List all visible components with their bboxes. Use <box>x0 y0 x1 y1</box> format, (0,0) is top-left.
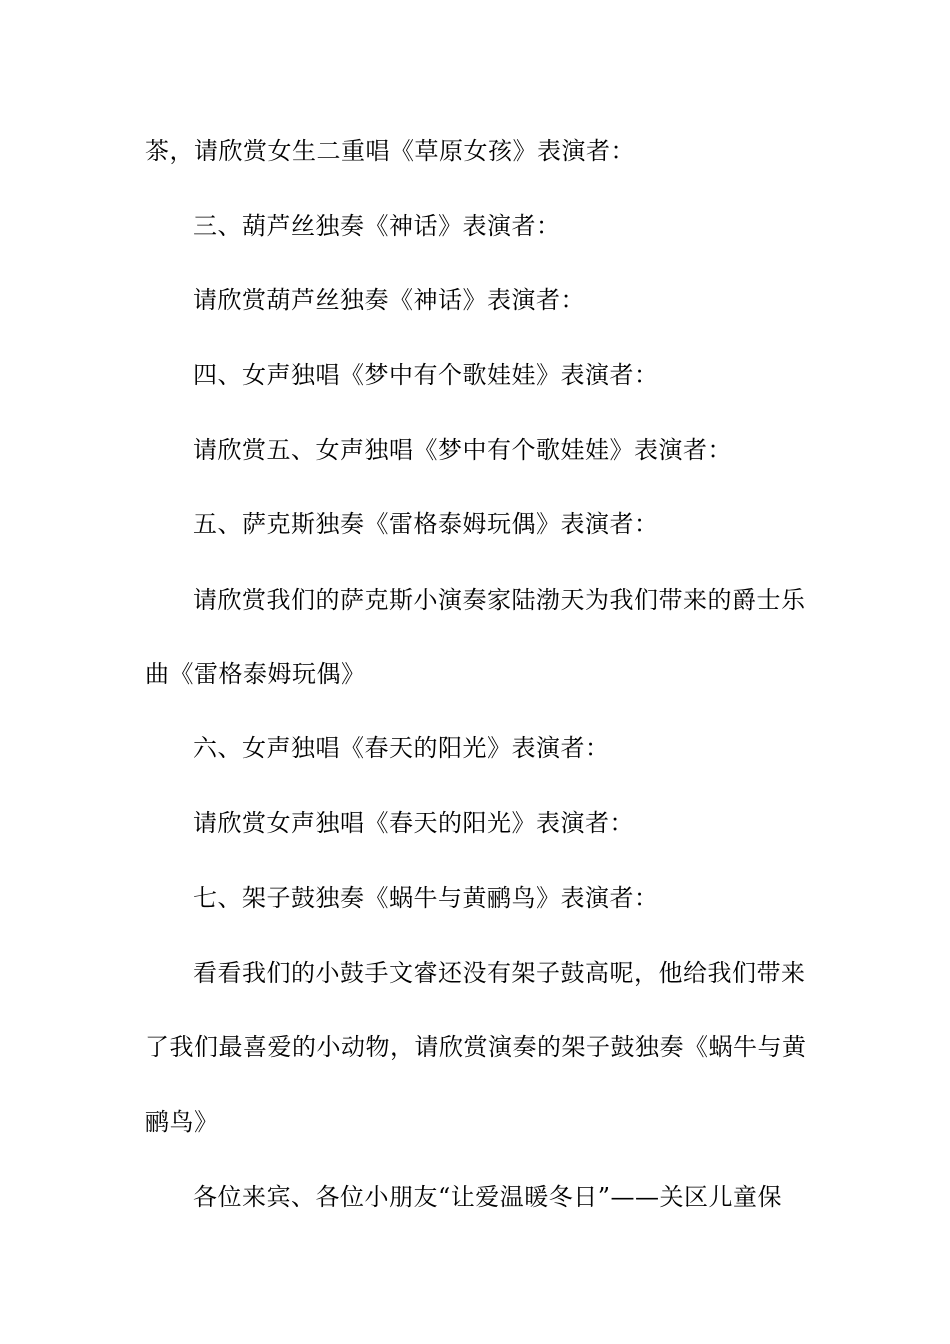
paragraph-line: 茶，请欣赏女生二重唱《草原女孩》表演者： <box>145 137 635 165</box>
paragraph-line: 请欣赏五、女声独唱《梦中有个歌娃娃》表演者： <box>193 436 732 464</box>
paragraph-line: 请欣赏我们的萨克斯小演奏家陆渤天为我们带来的爵士乐 <box>193 586 806 614</box>
program-item-heading: 五、萨克斯独奏《雷格泰姆玩偶》表演者： <box>193 510 659 538</box>
program-item-heading: 三、葫芦丝独奏《神话》表演者： <box>193 212 561 240</box>
program-item-heading: 七、架子鼓独奏《蜗牛与黄鹂鸟》表演者： <box>193 884 659 912</box>
paragraph-line: 曲《雷格泰姆玩偶》 <box>145 660 366 688</box>
paragraph-line: 看看我们的小鼓手文睿还没有架子鼓高呢，他给我们带来 <box>193 959 806 987</box>
program-item-heading: 六、女声独唱《春天的阳光》表演者： <box>193 734 610 762</box>
paragraph-line: 鹂鸟》 <box>145 1108 219 1136</box>
program-item-heading: 四、女声独唱《梦中有个歌娃娃》表演者： <box>193 361 659 389</box>
paragraph-line: 了我们最喜爱的小动物，请欣赏演奏的架子鼓独奏《蜗牛与黄 <box>145 1033 807 1061</box>
paragraph-line: 各位来宾、各位小朋友“让爱温暖冬日”——关区儿童保 <box>193 1183 783 1211</box>
paragraph-line: 请欣赏葫芦丝独奏《神话》表演者： <box>193 286 585 314</box>
paragraph-line: 请欣赏女声独唱《春天的阳光》表演者： <box>193 809 634 837</box>
